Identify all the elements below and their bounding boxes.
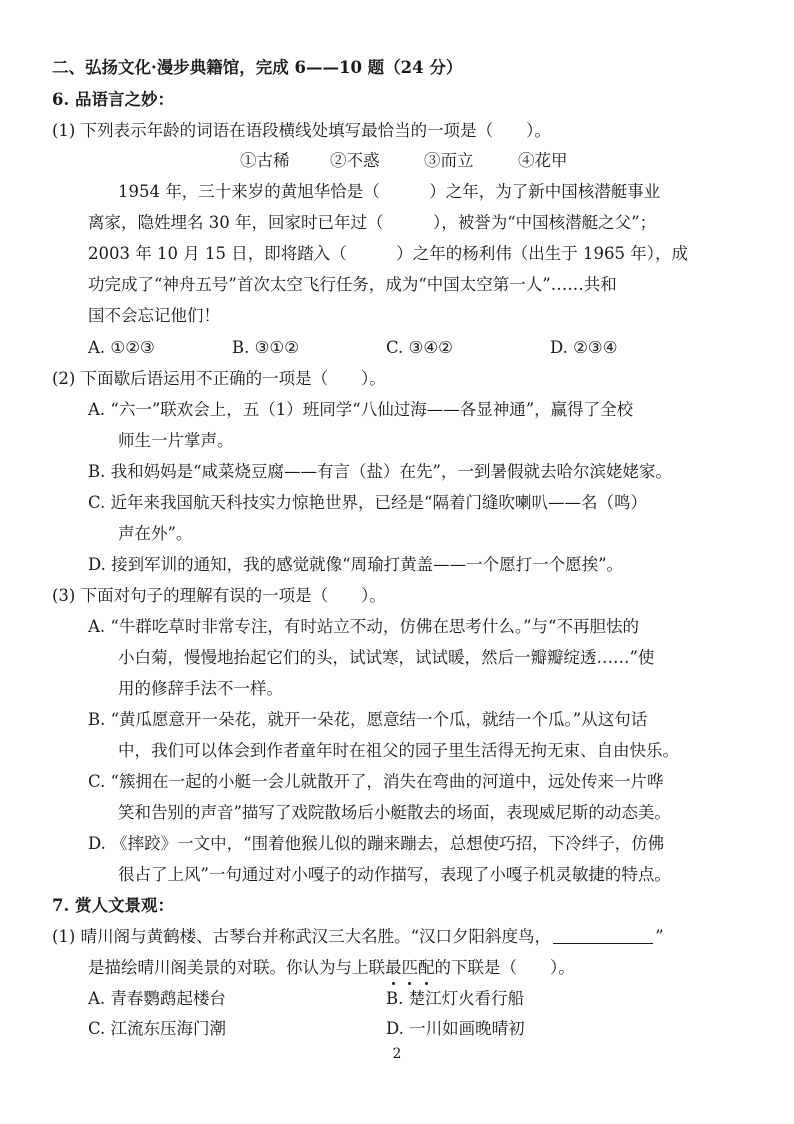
q6-1-option-c: C. ③④② bbox=[386, 338, 453, 357]
q6-2-option-a: A. “六一”联欢会上，五（1）班同学“八仙过海——各显神通”，赢得了全校 bbox=[88, 400, 634, 419]
q6-1-option-a: A. ①②③ bbox=[88, 338, 155, 357]
q6-2-option-d: D. 接到军训的通知，我的感觉就像“周瑜打黄盖——一个愿打一个愿挨”。 bbox=[88, 555, 624, 574]
q6-1-word-1: ①古稀 bbox=[240, 151, 290, 170]
q6-1-passage-line: 1954 年，三十来岁的黄旭华恰是（ ）之年，为了新中国核潜艇事业 bbox=[118, 182, 661, 201]
q6-1-option-d: D. ②③④ bbox=[550, 338, 618, 357]
q6-1-passage-line: 国不会忘记他们！ bbox=[88, 306, 220, 325]
q6-3-option-c-cont: 笑和告别的声音”描写了戏院散场后小艇散去的场面，表现威尼斯的动态美。 bbox=[118, 803, 671, 822]
q6-3-stem: (3) 下面对句子的理解有误的一项是（ ）。 bbox=[52, 586, 386, 605]
emphasis-char: 最 bbox=[385, 956, 402, 980]
q6-2-option-c: C. 近年来我国航天科技实力惊艳世界，已经是“隔着门缝吹喇叭——名（鸣） bbox=[88, 493, 647, 512]
q6-3-option-d-cont: 很占了上风”一句通过对小嘎子的动作描写，表现了小嘎子机灵敏捷的特点。 bbox=[118, 865, 671, 884]
q6-1-word-4: ④花甲 bbox=[518, 151, 568, 170]
answer-blank[interactable] bbox=[553, 927, 653, 944]
section-heading: 二、弘扬文化·漫步典籍馆，完成 6——10 题（24 分） bbox=[52, 58, 463, 77]
q7-title: 7. 赏人文景观： bbox=[52, 896, 174, 915]
q6-1-passage-line: 离家，隐姓埋名 30 年，回家时已年过（ ），被誉为“中国核潜艇之父”； bbox=[88, 213, 657, 232]
q6-2-option-c-cont: 声在外”。 bbox=[118, 524, 193, 543]
q6-1-word-2: ②不惑 bbox=[330, 151, 380, 170]
emphasis-char: 配 bbox=[418, 956, 435, 980]
q6-3-option-b-cont: 中，我们可以体会到作者童年时在祖父的园子里生活得无拘无束、自由快乐。 bbox=[118, 741, 679, 760]
emphasis-char: 匹 bbox=[402, 956, 419, 980]
q7-1-option-a: A. 青春鹦鹉起楼台 bbox=[88, 989, 226, 1008]
q6-1-passage-line: 功完成了“神舟五号”首次太空飞行任务，成为“中国太空第一人”……共和 bbox=[88, 275, 617, 294]
q7-1-option-d: D. 一川如画晚晴初 bbox=[386, 1019, 525, 1038]
q7-1-line1 bbox=[52, 925, 664, 949]
q6-3-option-b: B. “黄瓜愿意开一朵花，就开一朵花，愿意结一个瓜，就结一个瓜。”从这句话 bbox=[88, 710, 648, 729]
q6-2-stem: (2) 下面歇后语运用不正确的一项是（ ）。 bbox=[52, 369, 386, 388]
q7-1-line2-end: 的下联是（ ）。 bbox=[434, 958, 575, 977]
q6-3-option-c: C. “簇拥在一起的小艇一会儿就散开了，消失在弯曲的河道中，远处传来一片哗 bbox=[88, 772, 664, 791]
q7-1-option-c: C. 江流东压海门潮 bbox=[88, 1019, 227, 1038]
q6-title: 6. 品语言之妙： bbox=[52, 90, 174, 109]
q6-1-option-b: B. ③①② bbox=[232, 338, 299, 357]
q7-1-line1-text: (1) 晴川阁与黄鹤楼、古琴台并称武汉三大名胜。“汉口夕阳斜度鸟， bbox=[52, 927, 552, 946]
q6-3-option-a-cont: 用的修辞手法不一样。 bbox=[118, 679, 283, 698]
q7-1-option-b: B. 楚江灯火看行船 bbox=[386, 989, 525, 1008]
q6-2-option-a-cont: 师生一片掌声。 bbox=[118, 431, 234, 450]
q7-1-line2 bbox=[88, 956, 575, 980]
q6-3-option-a-cont: 小白菊，慢慢地抬起它们的头，试试寒，试试暖，然后一瓣瓣绽透……”使 bbox=[118, 648, 655, 667]
q6-1-stem: (1) 下列表示年龄的词语在语段横线处填写最恰当的一项是（ ）。 bbox=[52, 121, 551, 140]
q6-3-option-d: D. 《摔跤》一文中，“围着他猴儿似的蹦来蹦去，总想使巧招，下冷绊子，仿佛 bbox=[88, 834, 665, 853]
q7-1-line1-quote: ” bbox=[655, 927, 664, 946]
page-number: 2 bbox=[392, 1046, 402, 1062]
q6-1-passage-line: 2003 年 10 月 15 日，即将踏入（ ）之年的杨利伟（出生于 1965 年），成 bbox=[88, 244, 688, 263]
q6-1-word-3: ③而立 bbox=[424, 151, 474, 170]
q7-1-line2-text: 是描绘晴川阁美景的对联。你认为与上联 bbox=[88, 958, 385, 977]
q6-3-option-a: A. “牛群吃草时非常专注，有时站立不动，仿佛在思考什么。”与“不再胆怯的 bbox=[88, 617, 639, 636]
q6-2-option-b: B. 我和妈妈是“咸菜烧豆腐——有言（盐）在先”，一到暑假就去哈尔滨姥姥家。 bbox=[88, 462, 672, 481]
